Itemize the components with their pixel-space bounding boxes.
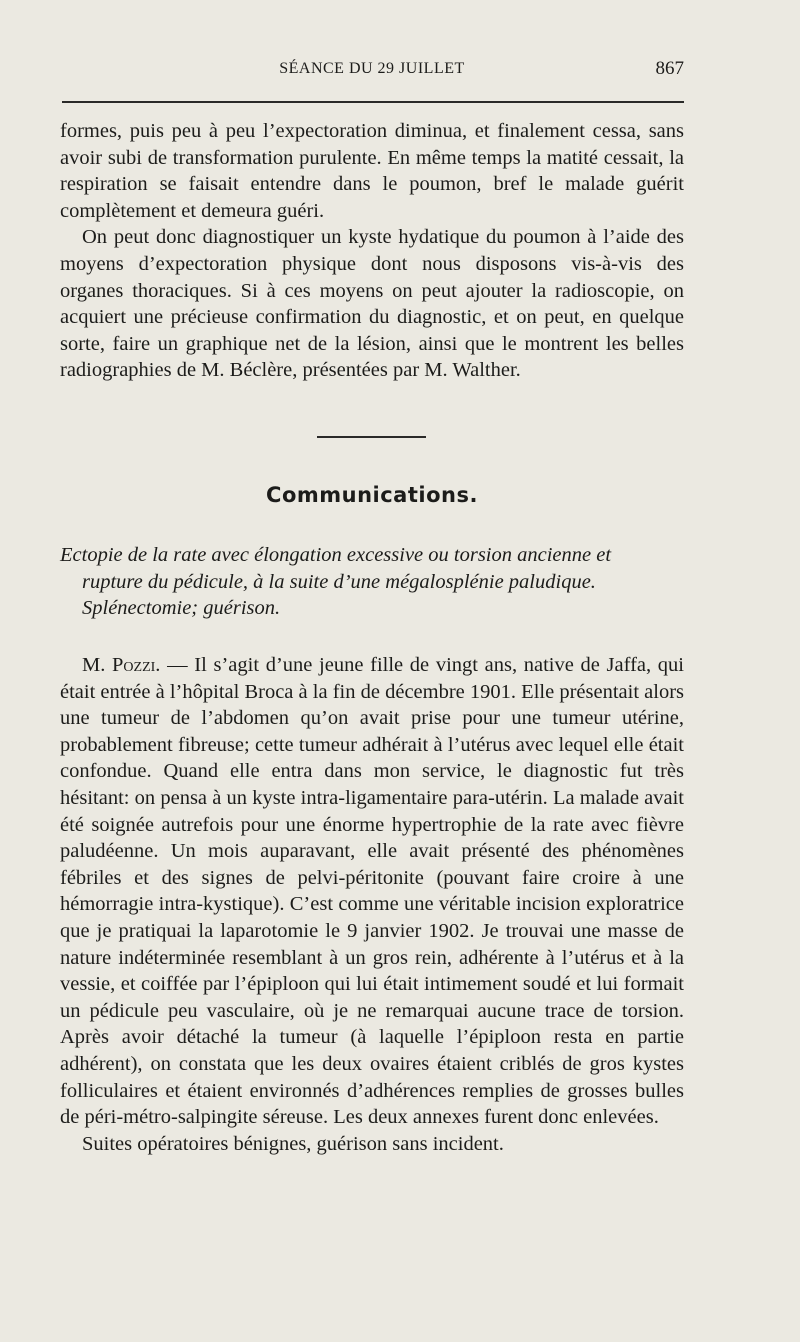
page-number: 867 [655,58,684,79]
intro-paragraph-2: On peut donc diagnostiquer un kyste hydatique du poumon à l’aide des moyens d’expectoration physique dont nous disposons vis-à-vis des organes thoraciques. Si à ces moyens on peut ajouter la radioscopie, on acquiert une précieuse confirmation du diagnostic, et on peut, en quelque sorte, faire un graphique net de la lésion, ainsi que le montrent les belles radiographies de M. Béclère, présentées par M. Walther. [60,226,684,382]
header-rule [62,101,684,103]
page-header [60,56,684,96]
article-paragraph-1 [60,652,684,1131]
article-body [60,652,684,1157]
article-paragraph-1-text: — Il s’agit d’une jeune fille de vingt ans, native de Jaffa, qui était entrée à l’hôpital Broca à la fin de décembre 1901. Elle présentait alors une tumeur de l’abdomen qu’on avait prise pour une tumeur utérine, probablement fibreuse; cette tumeur adhérait à l’utérus avec lequel elle était confondue. Quand elle entra dans mon service, le diagnostic fut très hésitant: on pensa à un kyste intra-ligamentaire para-utérin. La malade avait été soignée autrefois pour une énorme hypertrophie de la rate avec fièvre paludéenne. Un mois auparavant, elle avait présenté des phénomènes fébriles et des signes de pelvi-péritonite (pouvant faire croire à une hémorragie intra-kystique). C’est comme une véritable incision exploratrice que je pratiquai la laparotomie le 9 janvier 1902. Je trouvai une masse de nature indéterminée resemblant à un gros rein, adhérente à l’utérus et à la vessie, et coiffée par l’épiploon qui lui était intimement soudé et lui formait un pédicule peu vasculaire, où je ne remarquai aucune trace de torsion. Après avoir détaché la tumeur (à laquelle l’épiploon resta en partie adhérent), on constata que les deux ovaires étaient criblés de gros kystes folliculaires et étaient environnés d’adhérences remplies de grosses bulles de péri-métro-salpingite séreuse. Les deux annexes furent donc enlevées. [60,654,684,1129]
author-name: M. Pozzi. [82,654,161,676]
section-separator [317,436,426,438]
article-title-line-3: Splénectomie; guérison. [82,597,281,620]
article-title-line-2: rupture du pédicule, à la suite d’une mégalosplénie paludique. [82,570,596,593]
running-head: SÉANCE DU 29 JUILLET [279,60,465,77]
section-title: Communications. [266,483,478,507]
article-paragraph-2: Suites opératoires bénignes, guérison sans incident. [82,1132,504,1155]
intro-paragraph-1: formes, puis peu à peu l’expectoration diminua, et finalement cessa, sans avoir subi de transformation purulente. En même temps la matité cessait, la respiration se faisait entendre dans le poumon, bref le malade guérit complètement et demeura guéri. [60,120,684,222]
article-title-line-1: Ectopie de la rate avec élongation excessive ou torsion ancienne et [60,544,612,566]
article-title [60,542,684,622]
intro-text [60,118,684,384]
